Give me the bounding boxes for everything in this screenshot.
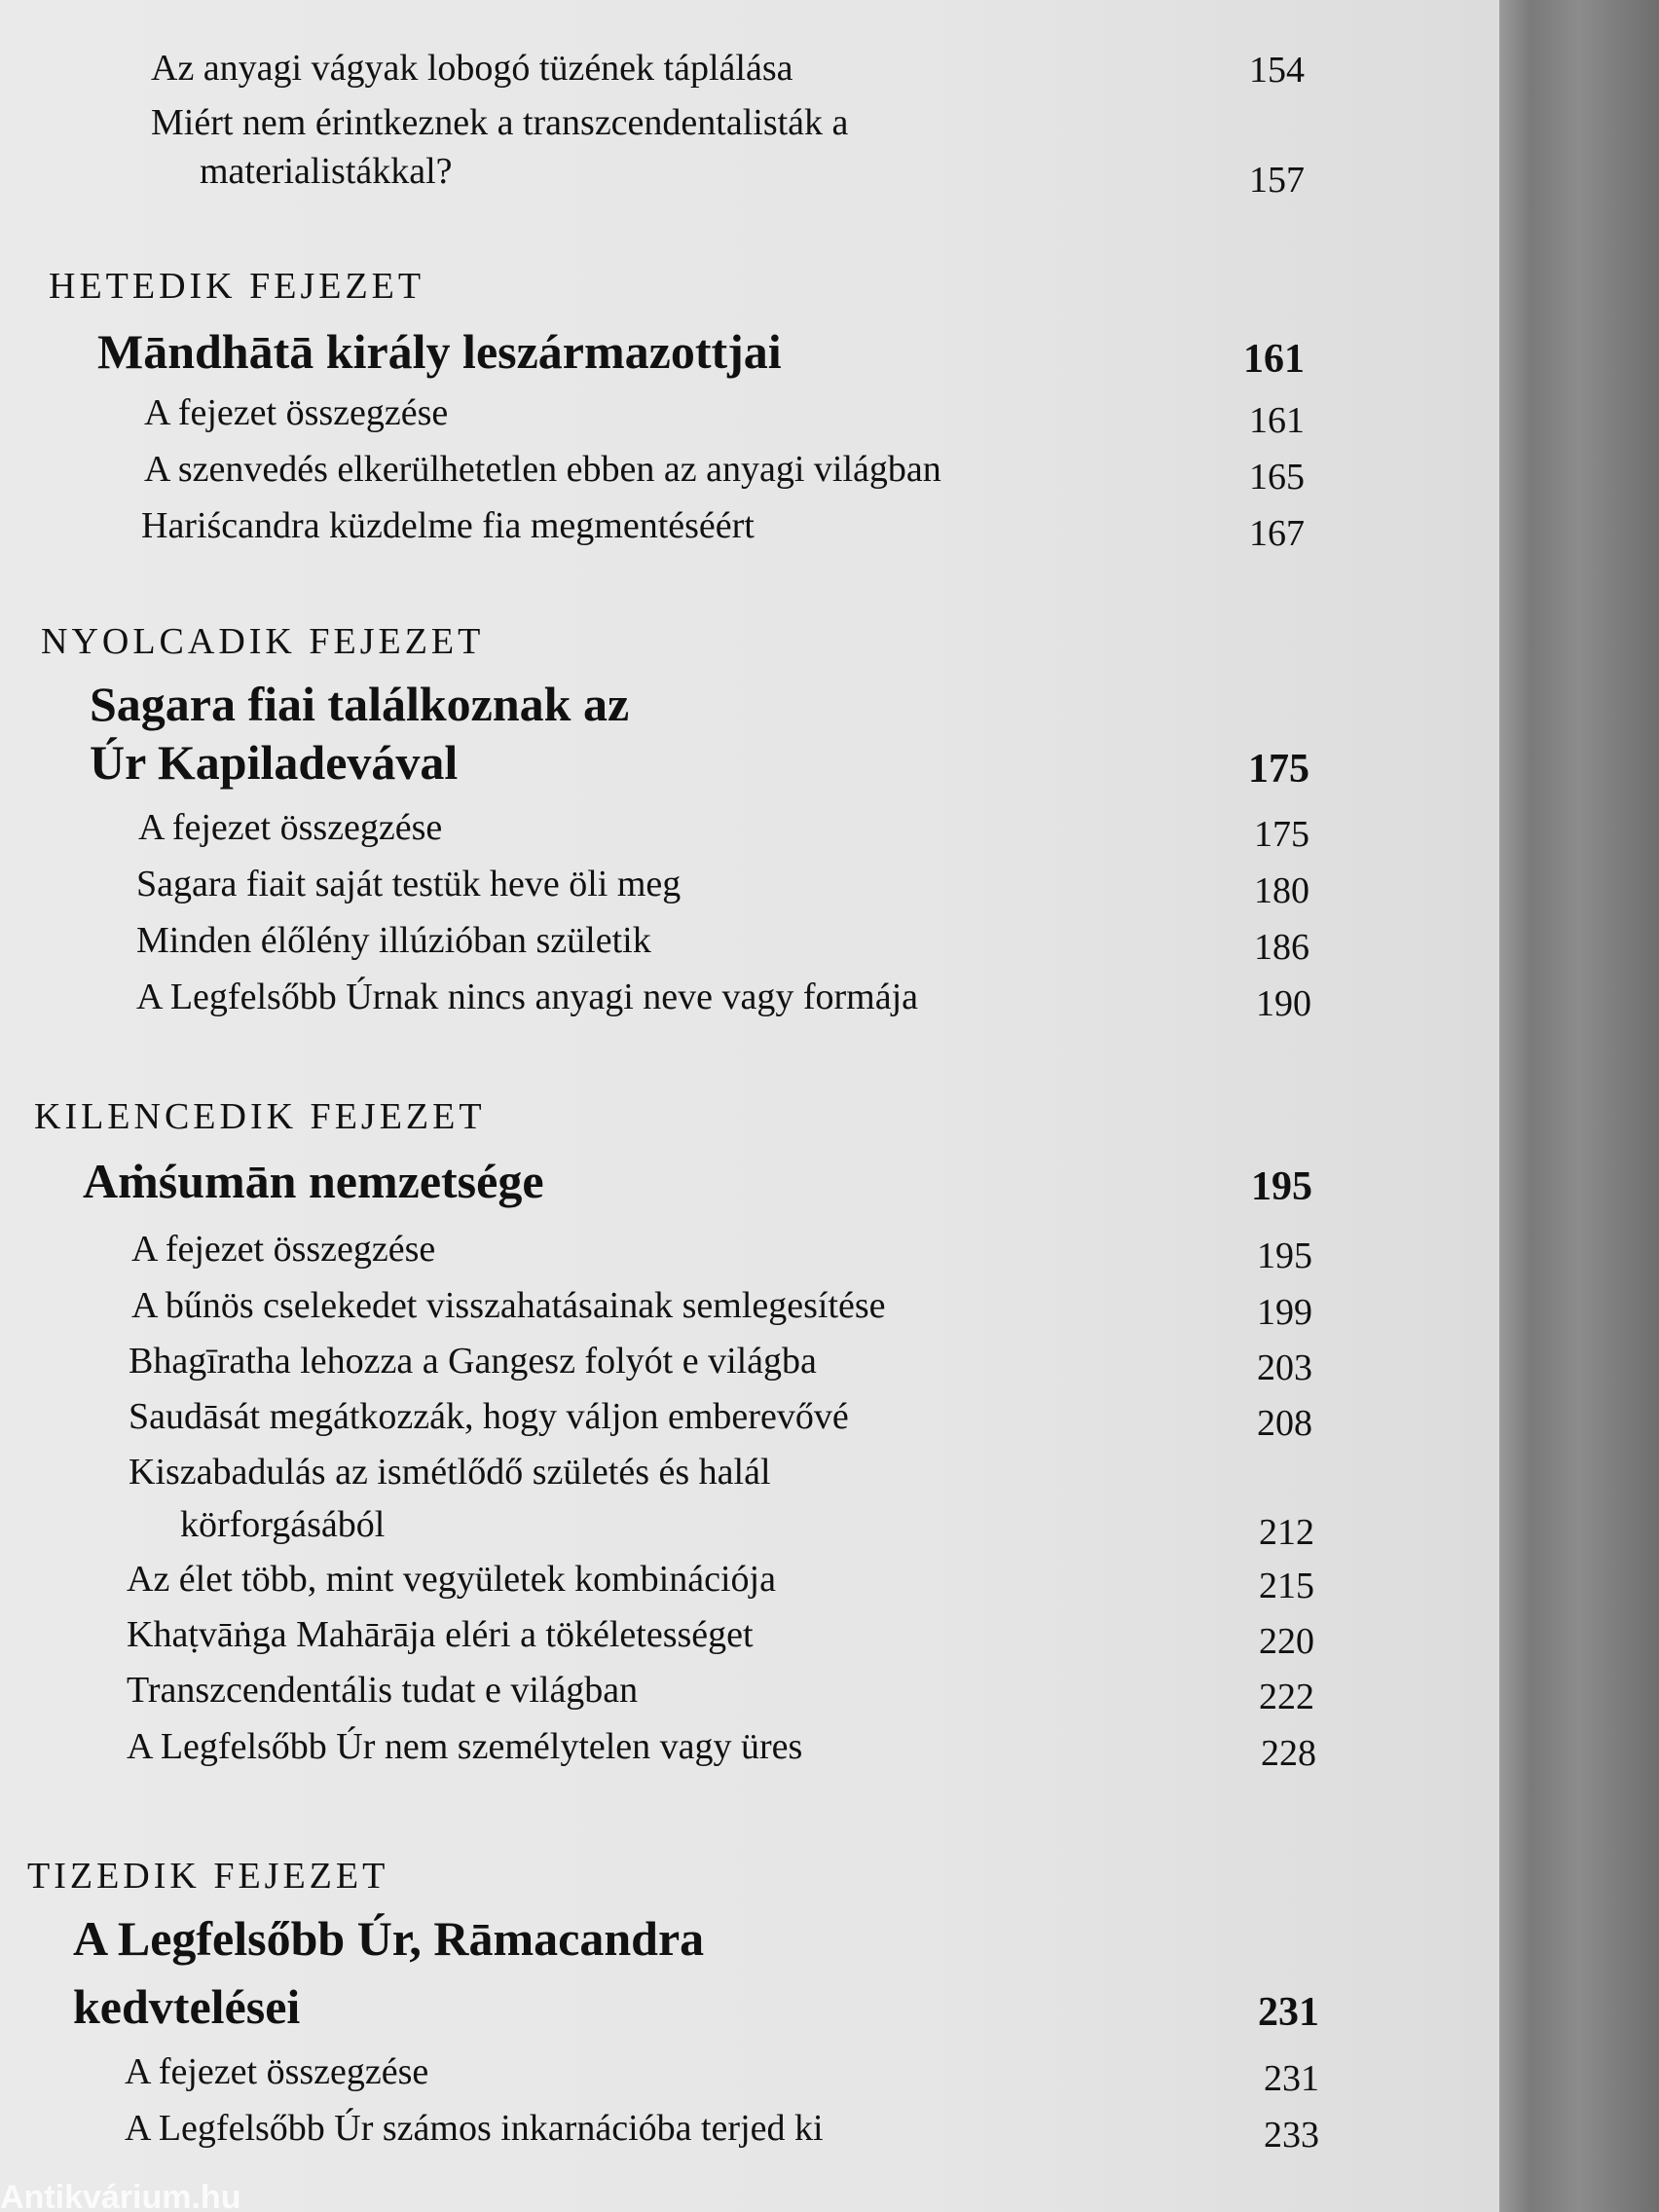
chapter-label: NYOLCADIK FEJEZET — [41, 621, 485, 662]
chapter-title: Aṁśumān nemzetsége — [83, 1154, 544, 1208]
toc-entry-text: A fejezet összegzése — [144, 392, 449, 433]
chapter-title-line1: A Legfelsőbb Úr, Rāmacandra — [73, 1911, 705, 1966]
toc-entry-page: 175 — [1254, 814, 1309, 855]
toc-entry-text: Khaṭvāṅga Mahārāja eléri a tökéletességet — [127, 1614, 754, 1655]
toc-entry-text: Hariścandra küzdelme fia megmentéséért — [141, 505, 755, 546]
toc-entry-page: 165 — [1249, 457, 1305, 498]
toc-entry-text: A szenvedés elkerülhetetlen ebben az anyagi világban — [144, 449, 941, 490]
toc-entry-page: 233 — [1264, 2115, 1319, 2156]
toc-entry-page: 215 — [1259, 1566, 1314, 1606]
toc-entry-text: Transzcendentális tudat e világban — [127, 1670, 639, 1711]
toc-entry-text: A fejezet összegzése — [138, 807, 443, 848]
book-gutter-edge — [1499, 0, 1659, 2212]
toc-entry-page: 203 — [1257, 1347, 1312, 1388]
chapter-title-line2: Úr Kapiladevával — [90, 735, 459, 790]
toc-entry-text: A Legfelsőbb Úrnak nincs anyagi neve vagy formája — [136, 977, 919, 1017]
toc-entry-text: Bhagīratha lehozza a Gangesz folyót e világba — [129, 1341, 817, 1382]
watermark: Antikvárium.hu — [0, 2179, 241, 2212]
toc-entry-text: A Legfelsőbb Úr számos inkarnációba terjed ki — [125, 2108, 824, 2149]
toc-entry-page: 228 — [1261, 1733, 1316, 1774]
toc-entry-text: Sagara fiait saját testük heve öli meg — [136, 864, 682, 904]
toc-entry-text: Minden élőlény illúzióban születik — [136, 920, 651, 961]
toc-entry-page: 220 — [1259, 1621, 1314, 1662]
toc-entry-text: Kiszabadulás az ismétlődő születés és halál — [129, 1452, 771, 1493]
chapter-page: 175 — [1248, 747, 1309, 792]
toc-entry-continuation: materialistákkal? — [200, 151, 453, 192]
chapter-page: 161 — [1243, 337, 1305, 382]
toc-entry-continuation: körforgásából — [180, 1504, 386, 1545]
toc-entry-page: 231 — [1264, 2058, 1319, 2099]
toc-entry-text: A bűnös cselekedet visszahatásainak semlegesítése — [131, 1285, 886, 1326]
toc-entry-text: A fejezet összegzése — [131, 1229, 436, 1270]
toc-entry-text: A Legfelsőbb Úr nem személytelen vagy üres — [127, 1726, 803, 1767]
toc-entry-page: 195 — [1257, 1235, 1312, 1276]
toc-entry-text: Az anyagi vágyak lobogó tüzének táplálása — [151, 48, 793, 89]
toc-entry-text: Saudāsát megátkozzák, hogy váljon emberevővé — [129, 1396, 849, 1437]
toc-entry-page: 212 — [1259, 1512, 1314, 1553]
toc-entry-page: 180 — [1254, 870, 1309, 911]
toc-entry-page: 167 — [1249, 513, 1305, 554]
chapter-page: 231 — [1258, 1990, 1319, 2035]
toc-entry-text: Miért nem érintkeznek a transzcendentalisták a — [151, 102, 849, 143]
toc-entry-page: 208 — [1257, 1403, 1312, 1444]
toc-entry-page: 222 — [1259, 1677, 1314, 1717]
chapter-label: HETEDIK FEJEZET — [49, 266, 425, 307]
toc-entry-page: 186 — [1254, 927, 1309, 968]
toc-entry-page: 157 — [1249, 160, 1305, 201]
chapter-title-line2: kedvtelései — [73, 1979, 301, 2034]
chapter-label: TIZEDIK FEJEZET — [27, 1856, 389, 1897]
toc-entry-page: 190 — [1256, 983, 1311, 1024]
chapter-title: Māndhātā király leszármazottjai — [97, 324, 782, 379]
toc-entry-page: 161 — [1249, 400, 1305, 441]
chapter-title-line1: Sagara fiai találkoznak az — [90, 677, 630, 731]
chapter-label: KILENCEDIK FEJEZET — [34, 1096, 486, 1137]
toc-entry-text: Az élet több, mint vegyületek kombinációja — [127, 1559, 776, 1600]
toc-entry-page: 199 — [1257, 1292, 1312, 1333]
chapter-page: 195 — [1251, 1164, 1312, 1209]
toc-entry-text: A fejezet összegzése — [125, 2051, 429, 2092]
toc-entry-page: 154 — [1249, 50, 1305, 91]
